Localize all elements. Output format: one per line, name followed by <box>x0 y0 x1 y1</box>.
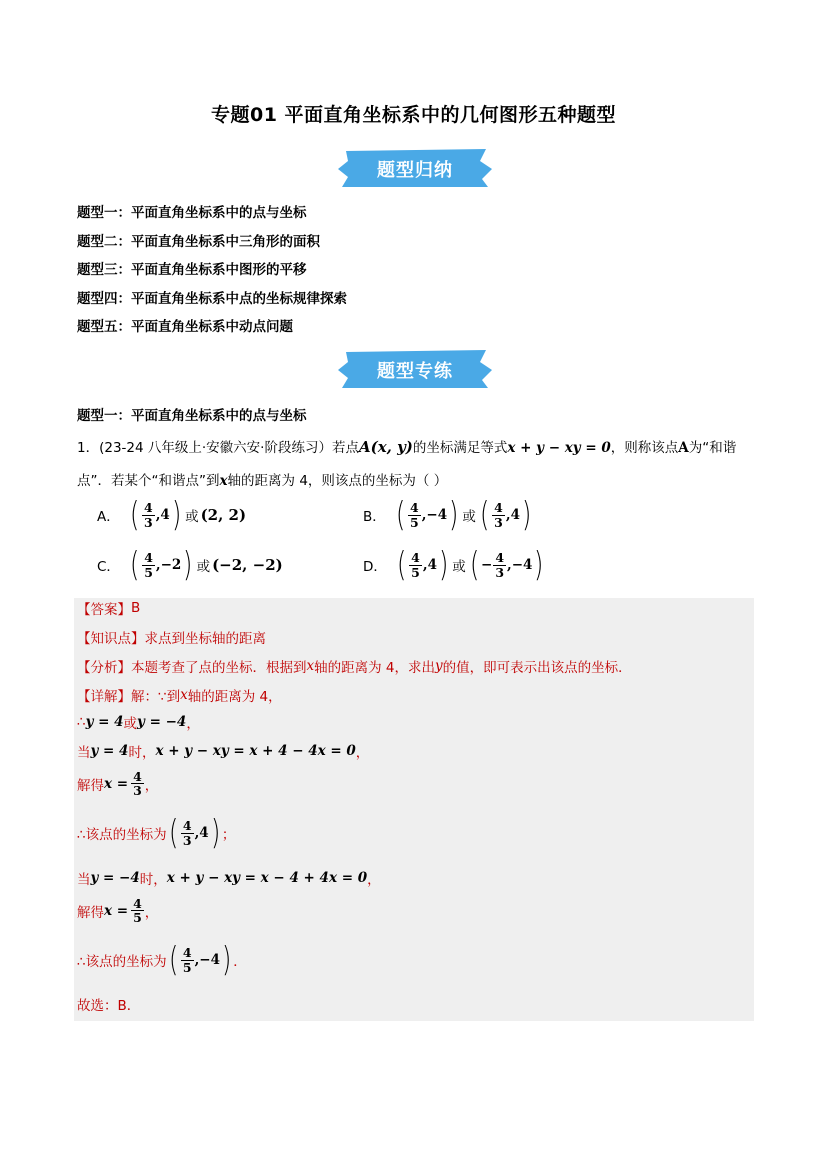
coord-value: ,4 <box>422 557 437 573</box>
frac-num: 4 <box>133 769 142 784</box>
question-line2-suffix: 轴的距离为 4，则该点的坐标为（ ） <box>227 473 448 489</box>
equation: y = 4 <box>90 743 129 759</box>
or-word: 或 <box>452 559 466 575</box>
frac-num: 4 <box>182 818 192 834</box>
type-item-5: 题型五：平面直角坐标系中动点问题 <box>77 319 293 335</box>
question-line-1 <box>77 436 736 456</box>
punct: ； <box>221 827 236 843</box>
detail-label: 【详解】 <box>77 689 131 705</box>
step-text: 当 <box>77 872 91 888</box>
step-5 <box>77 868 381 888</box>
or-word: 或 <box>123 716 138 732</box>
sign: − <box>481 557 493 573</box>
answer-label: 【答案】 <box>77 602 131 618</box>
frac-den: 3 <box>495 564 505 580</box>
frac-den: 3 <box>494 514 503 530</box>
answer-value: B <box>131 600 141 616</box>
summary-banner-label: 题型归纳 <box>377 160 453 181</box>
option-D-label: D． <box>363 559 387 575</box>
step-3 <box>77 770 158 797</box>
type-item-4: 题型四：平面直角坐标系中点的坐标规律探索 <box>77 290 347 307</box>
step-text: 解得 <box>77 904 104 921</box>
type-item-1: 题型一：平面直角坐标系中的点与坐标 <box>77 205 307 221</box>
coord-value: ,−4 <box>507 557 533 573</box>
option-A-label: A． <box>97 509 120 525</box>
or-word: 或 <box>185 509 199 525</box>
x-var: x <box>306 658 315 674</box>
knowledge-value: 求点到坐标轴的距离 <box>144 631 266 647</box>
practice-banner <box>336 348 494 390</box>
option-D-point1: ( $\frac{4}{5}$ ,4 ) <box>396 545 449 585</box>
step-text: ∴该点的坐标为 <box>77 827 167 843</box>
frac-den: 5 <box>182 959 192 975</box>
point-label: A <box>678 440 689 456</box>
frac-num: 4 <box>182 945 192 961</box>
question-prefix: 1．(23-24 八年级上·安徽六安·阶段练习）若点 <box>77 440 359 456</box>
equation: y = −4 <box>90 870 140 886</box>
frac-den: 3 <box>133 783 142 799</box>
option-A-point1: ( $\frac{4}{3}$ ,4 ) <box>129 495 182 535</box>
frac-num: 4 <box>494 500 503 516</box>
frac-den: 5 <box>410 514 419 530</box>
step-2 <box>77 741 369 761</box>
frac-den: 5 <box>144 564 153 580</box>
question-suffix: ，则称该点 <box>610 440 679 456</box>
step-text: 时， <box>139 872 167 888</box>
coord-value: ,4 <box>194 825 209 841</box>
type-item-3: 题型三：平面直角坐标系中图形的平移 <box>77 262 307 278</box>
point-A: A(x, y) <box>358 438 413 456</box>
option-C-point1: ( $\frac{4}{5}$ ,−2 ) <box>129 545 193 585</box>
punct: ， <box>144 904 159 921</box>
option-C[interactable] <box>97 545 283 585</box>
question-line2-prefix: 点”．若某个“和谐点”到 <box>77 473 220 489</box>
analysis-line <box>77 656 632 676</box>
coord-value: ,−2 <box>155 557 182 573</box>
question-mid: 的坐标满足等式 <box>412 440 508 456</box>
step-6 <box>77 897 158 924</box>
coord-value: ,4 <box>505 507 520 523</box>
knowledge-point-line <box>77 627 266 647</box>
step-8 <box>77 994 140 1014</box>
equation: x = <box>104 902 129 919</box>
punct: ， <box>186 716 200 732</box>
y-var: y <box>435 658 443 674</box>
detail-text: 解：∵到 <box>131 689 181 705</box>
option-B-label: B． <box>363 509 386 525</box>
step-7 <box>77 940 247 980</box>
option-B[interactable] <box>363 495 533 535</box>
practice-banner-label: 题型专练 <box>377 361 453 382</box>
option-D[interactable] <box>363 545 546 585</box>
step-1 <box>77 712 200 732</box>
question-line-2 <box>77 469 447 489</box>
analysis-label: 【分析】 <box>77 660 131 676</box>
option-B-point1: ( $\frac{4}{5}$ ,−4 ) <box>395 495 459 535</box>
detail-text: 轴的距离为 4， <box>187 689 282 705</box>
equation: y = −4 <box>137 714 187 730</box>
frac-num: 4 <box>144 550 153 566</box>
question-end: 为“和谐 <box>688 440 737 456</box>
frac-num: 4 <box>410 500 419 516</box>
coord-value: ,−4 <box>194 952 220 968</box>
coord-point: ( $\frac{4}{5}$ ,−4 ) <box>168 940 232 980</box>
type-list <box>77 201 347 344</box>
knowledge-label: 【知识点】 <box>77 631 145 647</box>
frac-den: 5 <box>411 564 420 580</box>
step-text: ∴该点的坐标为 <box>77 954 167 970</box>
frac-num: 4 <box>495 550 505 566</box>
final-choice: 故选：B． <box>77 998 141 1014</box>
type-item-2: 题型二：平面直角坐标系中三角形的面积 <box>77 233 320 250</box>
x-var: x <box>219 473 228 489</box>
frac-num: 4 <box>144 500 153 516</box>
analysis-text: 轴的距离为 4，求出 <box>314 660 436 676</box>
punct: ， <box>144 777 159 794</box>
equation: x + y − xy = x − 4 + 4x = 0 <box>166 870 368 886</box>
frac-num: 4 <box>133 896 142 911</box>
step-4 <box>77 813 236 853</box>
x-var: x <box>180 687 188 703</box>
detail-line <box>77 685 282 705</box>
option-A[interactable] <box>97 495 247 535</box>
frac-num: 4 <box>411 550 420 566</box>
step-text: 当 <box>77 745 91 761</box>
or-word: 或 <box>462 509 476 525</box>
or-word: 或 <box>196 559 211 575</box>
equation: y = 4 <box>85 714 124 730</box>
summary-banner <box>336 147 494 189</box>
option-C-point2: (−2, −2) <box>212 556 283 574</box>
step-text: 解得 <box>77 777 104 794</box>
analysis-text: 的值，即可表示出该点的坐标． <box>442 660 632 676</box>
option-A-point2: (2, 2) <box>200 506 247 524</box>
analysis-text: 本题考查了点的坐标．根据到 <box>131 660 307 676</box>
punct: ， <box>355 745 370 761</box>
option-C-label: C． <box>97 559 120 575</box>
equation: x + y − xy = x + 4 − 4x = 0 <box>155 743 356 759</box>
frac-den: 5 <box>133 910 142 926</box>
option-B-point2: ( $\frac{4}{3}$ ,4 ) <box>479 495 532 535</box>
condition-equation: x + y − xy = 0 <box>507 440 611 456</box>
punct: ， <box>367 872 381 888</box>
coord-point: ( $\frac{4}{3}$ ,4 ) <box>168 813 220 853</box>
coord-value: ,4 <box>155 507 170 523</box>
option-D-point2: ( − $\frac{4}{3}$ ,−4 ) <box>469 545 544 585</box>
therefore-sign: ∴ <box>77 714 86 730</box>
frac-den: 3 <box>182 832 192 848</box>
equation: x = <box>104 775 129 792</box>
page-title: 专题01 平面直角坐标系中的几何图形五种题型 <box>210 104 617 126</box>
step-text: 时， <box>128 745 156 761</box>
section-heading: 题型一：平面直角坐标系中的点与坐标 <box>77 408 307 424</box>
punct: ． <box>233 954 247 970</box>
frac-den: 3 <box>144 514 153 530</box>
coord-value: ,−4 <box>421 507 448 523</box>
answer-line <box>77 598 140 618</box>
